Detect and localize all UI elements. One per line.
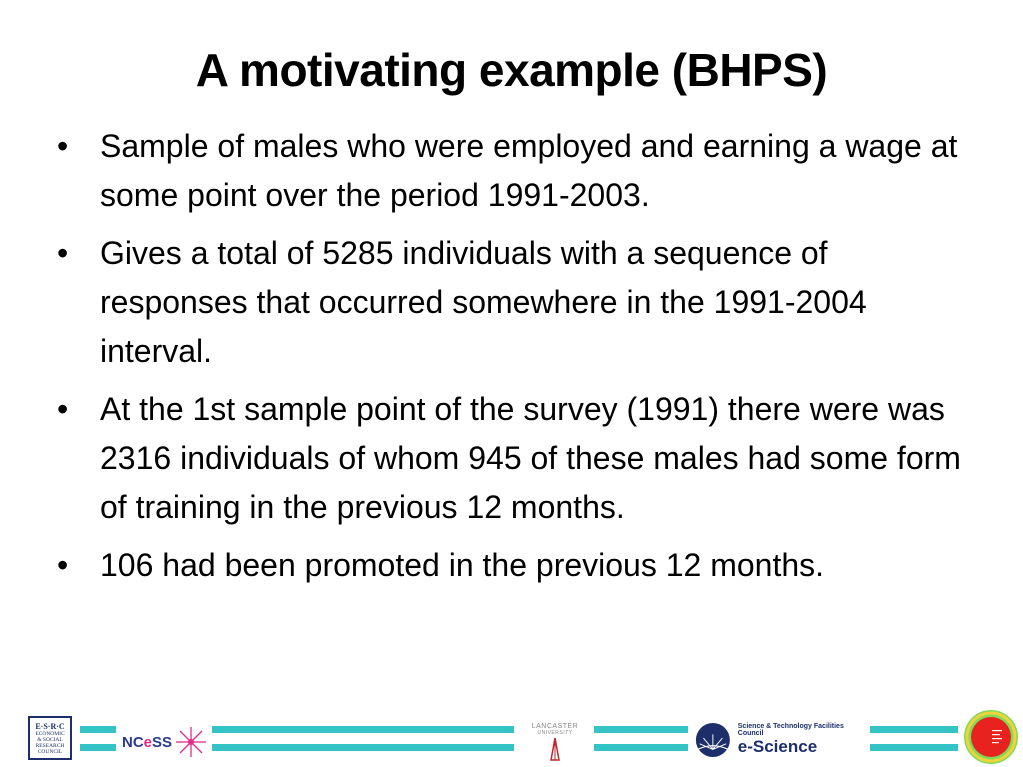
bullet-dot-icon: •	[57, 547, 69, 583]
ncess-logo-accent: e	[143, 733, 152, 751]
footer-bar	[870, 744, 958, 751]
lancaster-logo-sub: UNIVERSITY	[537, 729, 573, 736]
starburst-icon	[174, 725, 208, 759]
stfc-escience-logo	[694, 718, 864, 762]
bullet-dot-icon: •	[57, 128, 69, 164]
footer-bar	[80, 726, 116, 733]
bullet-item	[52, 541, 972, 590]
ncess-logo	[120, 724, 210, 760]
footer-bar	[594, 726, 688, 733]
esrc-logo-line: ECONOMIC	[35, 730, 65, 737]
esrc-logo-top: E·S·R·C	[35, 721, 65, 731]
bullet-item	[52, 229, 972, 376]
bullet-dot-icon: •	[57, 391, 69, 427]
bullet-text: 106 had been promoted in the previous 12 months.	[100, 547, 825, 583]
footer-bar	[594, 744, 688, 751]
footer-logo-strip	[0, 706, 1023, 767]
lancaster-logo	[520, 718, 590, 766]
ncess-logo-suffix: SS	[152, 733, 173, 751]
stfc-globe-icon	[694, 720, 732, 760]
bullet-list	[52, 122, 972, 599]
ncess-logo-prefix: NC	[121, 733, 144, 751]
bullet-dot-icon: •	[57, 235, 69, 271]
lancaster-logo-name: LANCASTER	[531, 722, 579, 730]
bullet-item	[52, 122, 972, 220]
slide-title: A motivating example (BHPS)	[195, 44, 828, 96]
footer-bar	[870, 726, 958, 733]
round-badge-logo	[962, 708, 1020, 766]
lancaster-tower-icon	[543, 736, 567, 762]
bullet-text: Sample of males who were employed and earning a wage at some point over the period 1991-2003.	[100, 128, 958, 213]
footer-bar	[80, 744, 116, 751]
esrc-logo	[28, 716, 72, 760]
footer-bar	[212, 726, 514, 733]
footer-bar	[212, 744, 514, 751]
bullet-text: Gives a total of 5285 individuals with a sequence of responses that occurred somewhere in the 1991-2004 interval.	[100, 235, 867, 369]
esrc-logo-line: RESEARCH	[35, 742, 65, 749]
esrc-logo-line: & SOCIAL	[37, 736, 63, 743]
stfc-council-name: Science & Technology Facilities Council	[737, 723, 844, 737]
escience-name: e-Science	[737, 737, 818, 756]
bullet-item	[52, 385, 972, 532]
esrc-logo-line: COUNCIL	[37, 748, 63, 755]
bullet-text: At the 1st sample point of the survey (1991) there were was 2316 individuals of whom 945 of these males had some form of training in the previous 12 months.	[100, 391, 961, 525]
round-badge-icon	[962, 708, 1020, 766]
